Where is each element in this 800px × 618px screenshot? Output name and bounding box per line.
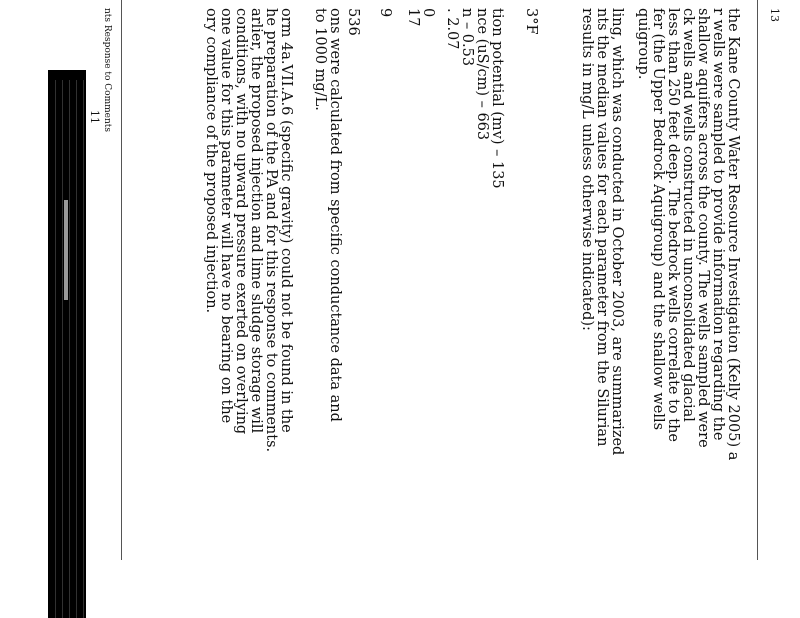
para1-line: quigroup. xyxy=(635,8,651,80)
footer-text: nts Response to Comments xyxy=(102,8,112,133)
para1-line: the Kane County Water Resource Investigation (Kelly 2005) a xyxy=(725,8,741,461)
list-item: tion potential (mv) – 135 xyxy=(489,8,505,189)
para1-line: shallow aquifers across the county. The wells sampled were xyxy=(695,8,711,448)
para1-line: ck wells and wells constructed in unconsolidated glacial xyxy=(680,8,696,422)
list-item: 3°F xyxy=(523,8,539,35)
footer-page-number: 11 xyxy=(88,110,101,124)
para3-line: ons were calculated from specific conductance data and xyxy=(327,8,343,422)
list-item: . 2.07 xyxy=(444,8,460,50)
value-fragment: 536 xyxy=(345,8,361,36)
footer-rule xyxy=(121,0,122,560)
header-rule xyxy=(757,0,758,560)
para4-line: he preparation of the PA and for this response to comments. xyxy=(263,8,279,453)
para4-line: arlier, the proposed injection and lime sludge storage will xyxy=(248,8,264,434)
list-item: n – 0.53 xyxy=(459,8,475,67)
list-item: nce (uS/cm) – 663 xyxy=(474,8,490,141)
para2-line: results in mg/L unless otherwise indicated): xyxy=(579,8,595,331)
para4-line: conditions, with no upward pressure exerted on overlying xyxy=(233,8,249,435)
value-fragment: 0 xyxy=(420,8,436,18)
para4-line: one value for this parameter will have no bearing on the xyxy=(218,8,234,424)
value-fragment: 17 xyxy=(405,8,421,27)
para4-line: ory compliance of the proposed injection. xyxy=(203,8,219,314)
para2-line: ling, which was conducted in October 2003, are summarized xyxy=(609,8,625,456)
value-fragment: 9 xyxy=(377,8,393,18)
para1-line: fer (the Upper Bedrock Aquigroup) and the shallow wells xyxy=(650,8,666,431)
para1-line: r wells were sampled to provide information regarding the xyxy=(710,8,726,441)
para2-line: nts the median values for each parameter from the Silurian xyxy=(594,8,610,447)
para1-line: less than 250 feet deep. The bedrock wells correlate to the xyxy=(665,8,681,443)
page-header-number: 13 xyxy=(768,8,781,22)
para3-line: to 1000 mg/L. xyxy=(312,8,328,111)
para4-line: orm 4a.VII.A.6 (specific gravity) could not be found in the xyxy=(278,8,294,433)
